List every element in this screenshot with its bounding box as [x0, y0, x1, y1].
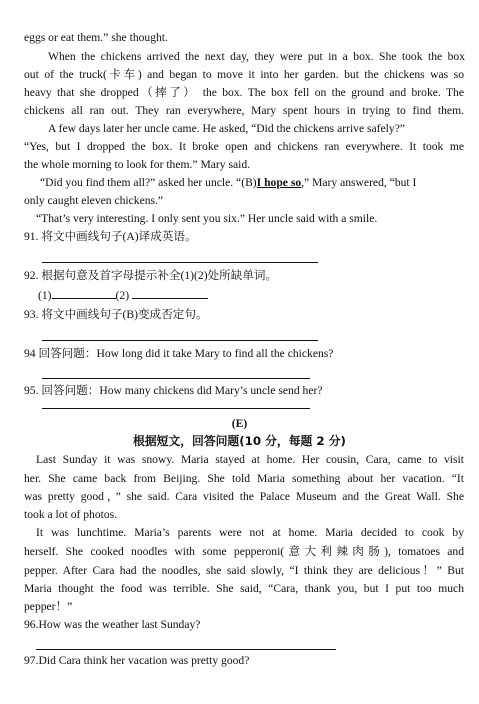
- question-91: 91. 将文中画线句子(A)译成英语。: [24, 230, 197, 243]
- passage-e-line: pepper. After Cara had the noodles, she said slowly, “I think they are delicious！” But: [24, 564, 464, 577]
- passage-e-line: herself. She cooked noodles with some pepperoni(意大利辣肉肠), tomatoes and: [24, 545, 464, 558]
- passage-e-line: Last Sunday it was snowy. Maria stayed at home. Her cousin, Cara, came to visit: [36, 453, 464, 466]
- answer-line-94[interactable]: [42, 378, 310, 379]
- question-93: 93. 将文中画线句子(B)变成否定句。: [24, 308, 208, 321]
- question-94: 94 回答问题：How long did it take Mary to find all the chickens?: [24, 347, 334, 360]
- underlined-sentence-b: I hope so: [256, 176, 302, 189]
- passage-line: When the chickens arrived the next day, they were put in a box. She took the box: [48, 50, 465, 63]
- answer-line-93[interactable]: [42, 340, 318, 341]
- passage-line: A few days later her uncle came. He asked, “Did the chickens arrive safely?”: [48, 122, 405, 135]
- fill-blank-2[interactable]: [132, 287, 208, 299]
- passage-line: “Yes, but I dropped the box. It broke open and chickens ran everywhere. It took me: [24, 140, 464, 153]
- section-e-instruction: 根据短文，回答问题(10 分，每题 2 分): [133, 434, 346, 448]
- passage-e-line: It was lunchtime. Maria’s parents were not at home. Maria decided to cook by: [36, 526, 464, 539]
- fill-blank-1[interactable]: [52, 287, 116, 299]
- question-97: 97.Did Cara think her vacation was pretty good?: [24, 654, 250, 667]
- fill-line-92: [38, 287, 478, 304]
- answer-line-95[interactable]: [42, 408, 310, 409]
- fill-label-1: (1): [38, 289, 52, 302]
- passage-e-line: Maria thought the food was terrible. She said, “Cara, thank you, but I put too much: [24, 582, 464, 595]
- question-96: 96.How was the weather last Sunday?: [24, 618, 201, 631]
- answer-line-96[interactable]: [36, 649, 336, 650]
- passage-line: eggs or eat them.” she thought.: [24, 31, 168, 44]
- passage-e-line: her. She came back from Beijing. She told Maria something about her vacation. “It: [24, 472, 464, 485]
- passage-line: out of the truck(卡车) and began to move it into her garden. but the chickens was so: [24, 68, 464, 81]
- question-95: 95. 回答问题：How many chickens did Mary’s uncle send her?: [24, 384, 323, 397]
- line-text: “Did you find them all?” asked her uncle. “(B): [40, 176, 257, 189]
- passage-line: chickens all ran out. They ran everywhere, Mary spent hours in trying to find them.: [24, 104, 464, 117]
- passage-line: “That’s very interesting. I only sent you six.” Her uncle said with a smile.: [36, 212, 378, 225]
- passage-line: heavy that she dropped（摔了） the box. The box fell on the ground and broke. The: [24, 86, 464, 99]
- section-e-title: (E): [231, 417, 248, 430]
- answer-line-91[interactable]: [42, 262, 318, 263]
- passage-line: only caught eleven chickens.”: [24, 194, 164, 207]
- question-92: 92. 根据句意及首字母提示补全(1)(2)处所缺单词。: [24, 269, 278, 282]
- passage-line: the whole morning to look for them.” Mary said.: [24, 158, 251, 171]
- passage-e-line: pepper！”: [24, 600, 73, 613]
- fill-label-2: (2): [115, 289, 130, 302]
- passage-e-line: was pretty good，” she said. Cara visited the Palace Museum and the Great Wall. She: [24, 490, 464, 503]
- passage-line-underlined-b: [40, 175, 464, 191]
- line-text: ,” Mary answered, “but I: [301, 176, 417, 189]
- passage-e-line: took a lot of photos.: [24, 508, 118, 521]
